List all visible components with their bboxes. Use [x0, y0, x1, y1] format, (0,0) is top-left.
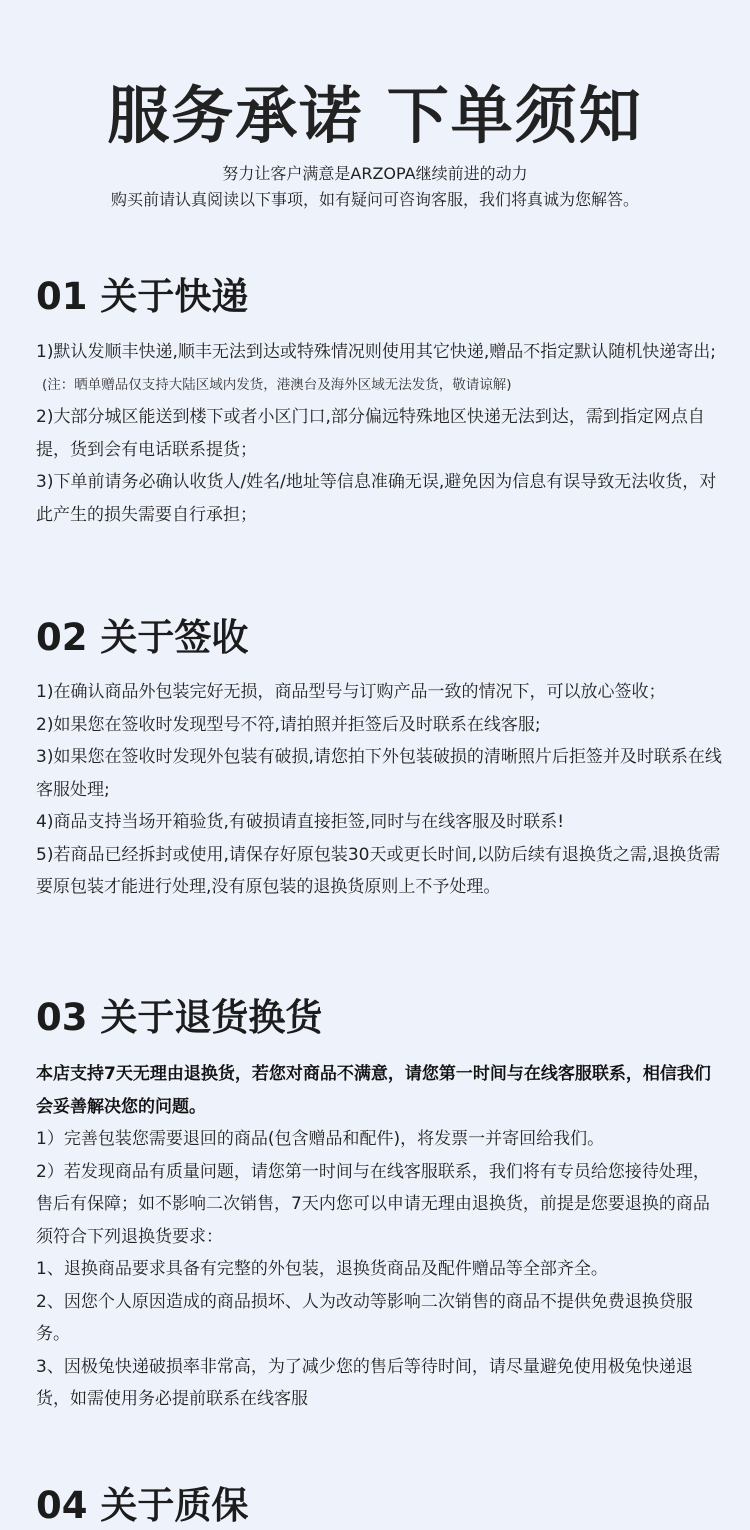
- section-signing-body: [36, 676, 726, 904]
- section-express-body: [36, 336, 726, 531]
- list-item: 2)大部分城区能送到楼下或者小区门口,部分偏远特殊地区快递无法到达，需到指定网点自提，货到会有电话联系提货；: [36, 407, 705, 460]
- list-item: 3)如果您在签收时发现外包装有破损,请您拍下外包装破损的清晰照片后拒签并及时联系在线客服处理;: [36, 747, 722, 800]
- list-item: 2）若发现商品有质量问题，请您第一时间与在线客服联系，我们将有专员给您接待处理，售后有保障；如不影响二次销售，7天内您可以申请无理由退换货，前提是您要退换的商品须符合下列退换货要求：: [36, 1161, 710, 1247]
- page-subtitle: 努力让客户满意是ARZOPA继续前进的动力: [222, 164, 528, 183]
- list-item: 1)默认发顺丰快递,顺丰无法到达或特殊情况则使用其它快递,赠品不指定默认随机快递寄出;: [36, 342, 716, 362]
- list-item: 4)商品支持当场开箱验货,有破损请直接拒签,同时与在线客服及时联系!: [36, 812, 565, 832]
- section-title-express: 01 关于快递: [36, 275, 249, 318]
- express-note: (注：晒单赠品仅支持大陆区域内发货，港澳台及海外区域无法发货，敬请谅解): [42, 376, 512, 393]
- list-item: 3、因极兔快递破损率非常高，为了减少您的售后等待时间，请尽量避免使用极兔快递退货，如需使用务必提前联系在线客服: [36, 1356, 693, 1409]
- section-returns-body: [36, 1058, 726, 1416]
- page-instructions: 购买前请认真阅读以下事项，如有疑问可咨询客服，我们将真诚为您解答。: [110, 190, 639, 209]
- list-item: 2、因您个人原因造成的商品损坏、人为改动等影响二次销售的商品不提供免费退换贷服务。: [36, 1291, 693, 1344]
- list-item: 1、退换商品要求具备有完整的外包装，退换货商品及配件赠品等全部齐全。: [36, 1259, 608, 1279]
- section-title-returns: 03 关于退货换货: [36, 996, 323, 1039]
- returns-intro: 本店支持7天无理由退换货，若您对商品不满意，请您第一时间与在线客服联系，相信我们会妥善解决您的问题。: [36, 1064, 711, 1117]
- list-item: 1）完善包装您需要退回的商品(包含赠品和配件)，将发票一并寄回给我们。: [36, 1129, 605, 1149]
- page-title: 服务承诺 下单须知: [107, 79, 643, 152]
- list-item: 2)如果您在签收时发现型号不符,请拍照并拒签后及时联系在线客服;: [36, 714, 541, 735]
- list-item: 1)在确认商品外包装完好无损，商品型号与订购产品一致的情况下，可以放心签收；: [36, 682, 666, 702]
- section-title-signing: 02 关于签收: [36, 616, 249, 659]
- section-title-warranty: 04 关于质保: [36, 1484, 249, 1527]
- list-item: 3)下单前请务必确认收货人/姓名/地址等信息准确无误,避免因为信息有误导致无法收货，对此产生的损失需要自行承担；: [36, 472, 717, 525]
- list-item: 5)若商品已经拆封或使用,请保存好原包装30天或更长时间,以防后续有退换货之需,退换货需要原包装才能进行处理,没有原包装的退换货原则上不予处理。: [36, 844, 721, 897]
